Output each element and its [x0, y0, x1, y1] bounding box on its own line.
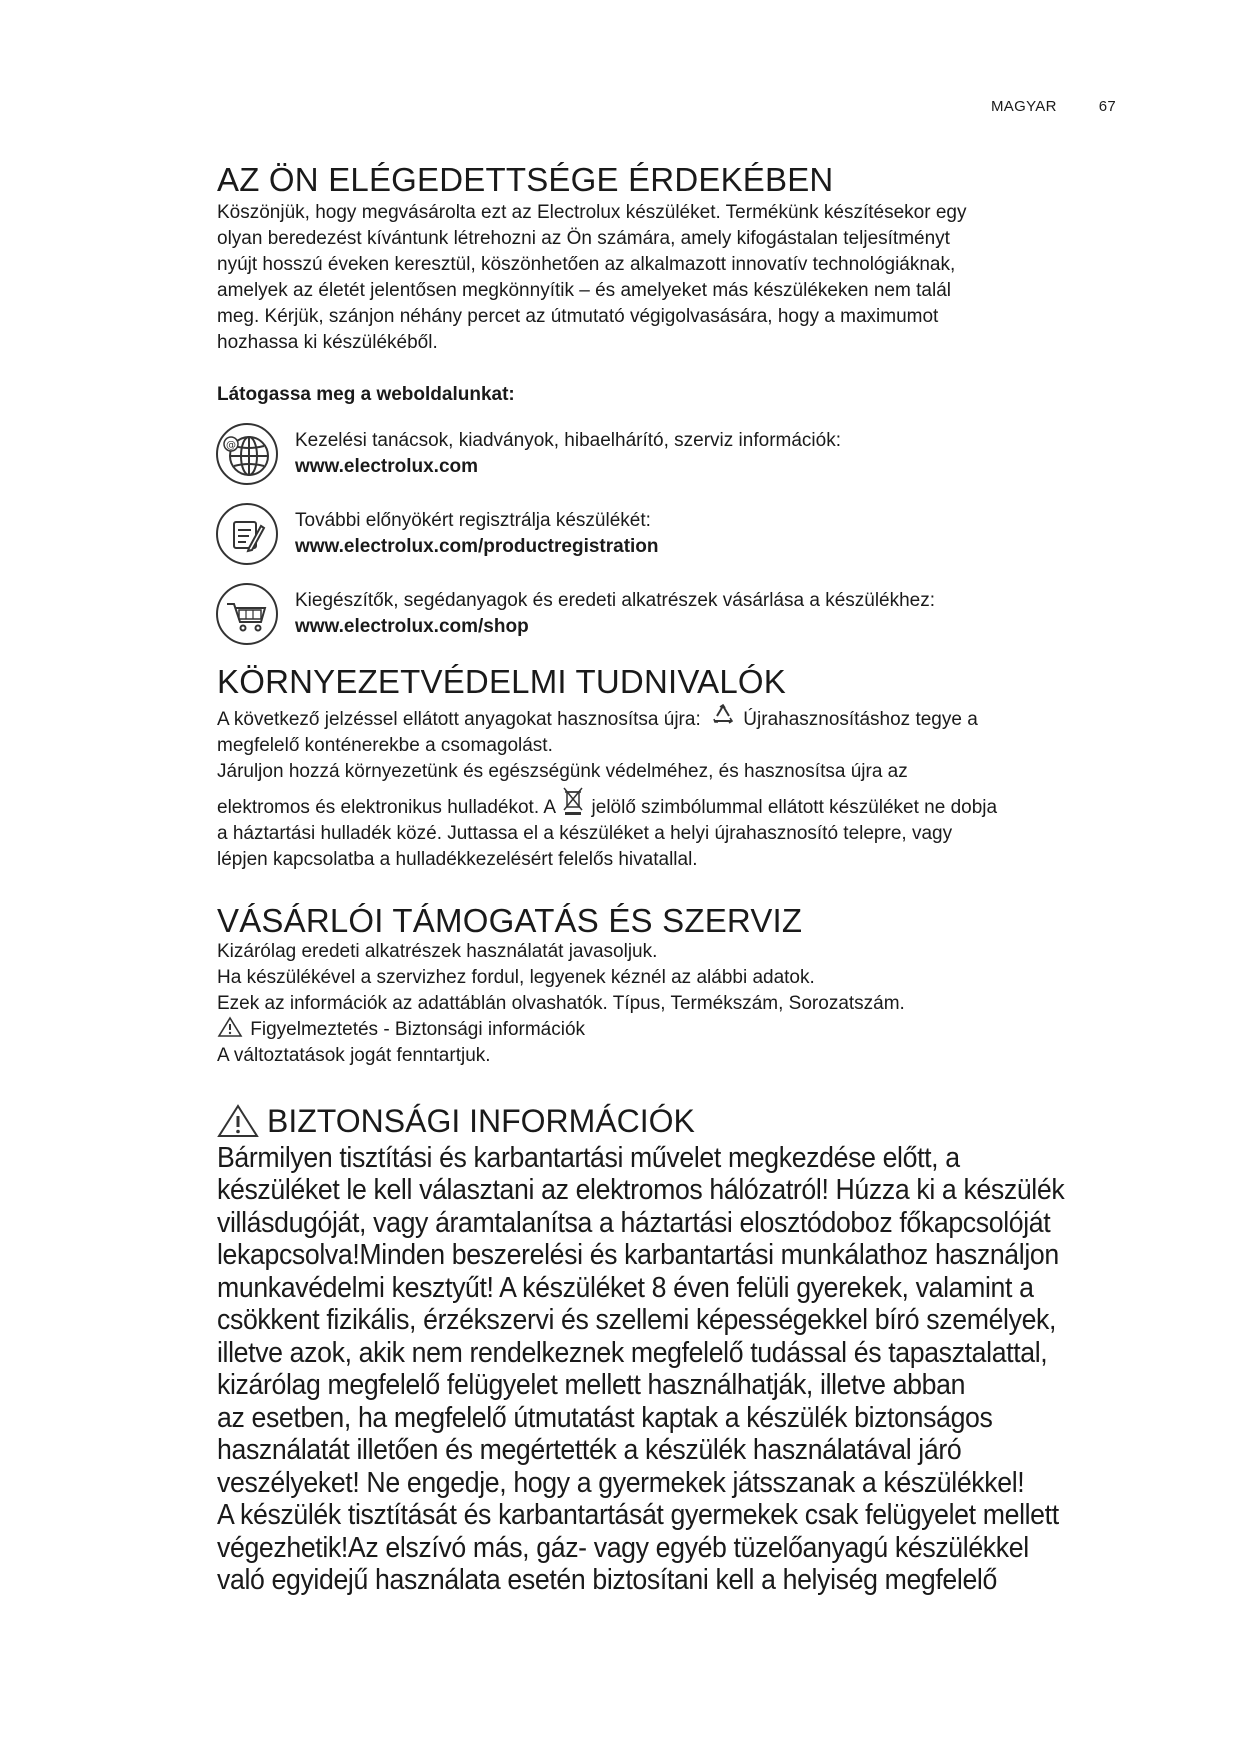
- intro-line: nyújt hosszú éveken keresztül, köszönhetően az alkalmazott innovatív technológiáknak,: [217, 254, 956, 276]
- satisfaction-title: AZ ÖN ELÉGEDETTSÉGE ÉRDEKÉBEN: [217, 161, 834, 198]
- shop-link[interactable]: www.electrolux.com/shop: [295, 616, 529, 638]
- language-label: MAGYAR: [991, 98, 1057, 115]
- safety-line: csökkent fizikális, érzékszervi és szellemi képességekkel bíró személyek,: [217, 1304, 1057, 1337]
- shopping-cart-icon: [215, 582, 279, 646]
- globe-icon: [215, 422, 279, 486]
- safety-line: A készülék tisztítását és karbantartását gyermekek csak felügyelet mellett: [217, 1499, 1059, 1532]
- safety-line: végezhetik!Az elszívó más, gáz- vagy egyéb tüzelőanyagú készülékkel: [217, 1531, 1029, 1564]
- support-section: [217, 903, 1117, 1069]
- link-row-registration: [217, 502, 1117, 566]
- environment-text-part: elektromos és elektronikus hulladékot. A: [217, 796, 555, 818]
- support-text: [217, 939, 1117, 1069]
- safety-line: munkavédelmi kesztyűt! A készüléket 8 éven felüli gyerekek, valamint a: [217, 1271, 1034, 1304]
- recycle-icon: [710, 703, 736, 729]
- page-number: 67: [1098, 98, 1116, 115]
- visit-website-title: Látogassa meg a weboldalunkat:: [217, 384, 515, 406]
- support-line: Kizárólag eredeti alkatrészek használatát javasoljuk.: [217, 940, 658, 962]
- website-link[interactable]: www.electrolux.com: [295, 456, 479, 478]
- safety-text: [217, 1142, 1119, 1597]
- environment-line: lépjen kapcsolatba a hulladékkezelésért felelős hivatallal.: [217, 848, 698, 870]
- safety-section: [217, 1103, 1117, 1597]
- safety-line: kizárólag megfelelő felügyelet mellett használhatják, illetve abban: [217, 1369, 966, 1402]
- environment-line: a háztartási hulladék közé. Juttassa el a készüléket a helyi újrahasznosító telepre, vagy: [217, 822, 953, 844]
- svg-text:@: @: [226, 440, 236, 452]
- intro-line: meg. Kérjük, szánjon néhány percet az útmutató végigolvasására, hogy a maximumot: [217, 306, 939, 328]
- safety-line: készüléket le kell választani az elektromos hálózatról! Húzza ki a készülék: [217, 1174, 1065, 1207]
- safety-line: veszélyeket! Ne engedje, hogy a gyermekek játsszanak a készülékkel!: [217, 1466, 1025, 1499]
- support-line: A változtatások jogát fenntartjuk.: [217, 1044, 491, 1066]
- safety-line: illetve azok, akik nem rendelkeznek megfelelő tudással és tapasztalattal,: [217, 1336, 1048, 1369]
- link-description: Kiegészítők, segédanyagok és eredeti alkatrészek vásárlása a készülékhez:: [295, 590, 936, 612]
- registration-form-icon: [215, 502, 279, 566]
- environment-section: [217, 664, 1117, 872]
- environment-text-part: A következő jelzéssel ellátott anyagokat hasznosítsa újra:: [217, 708, 701, 730]
- safety-title: BIZTONSÁGI INFORMÁCIÓK: [267, 1102, 695, 1139]
- environment-line: megfelelő konténerekbe a csomagolást.: [217, 734, 553, 756]
- satisfaction-intro: [217, 200, 1117, 356]
- link-description: További előnyökért regisztrálja készülékét:: [295, 510, 651, 532]
- environment-text-part: jelölő szimbólummal ellátott készüléket ne dobja: [591, 796, 998, 818]
- intro-line: olyan beredezést kívántunk létrehozni az Ön számára, amely kifogástalan teljesítményt: [217, 228, 950, 250]
- safety-line: használatát illetően és megértették a készülék használatával járó: [217, 1434, 962, 1467]
- link-description: Kezelési tanácsok, kiadványok, hibaelhárító, szerviz információk:: [295, 430, 841, 452]
- environment-title: KÖRNYEZETVÉDELMI TUDNIVALÓK: [217, 663, 786, 701]
- intro-line: amelyek az életét jelentősen megkönnyítik – és amelyeket más készülékeken nem talál: [217, 280, 951, 302]
- link-row-support: [217, 422, 1117, 486]
- warning-icon: [217, 1016, 243, 1038]
- registration-link[interactable]: www.electrolux.com/productregistration: [295, 536, 659, 558]
- link-row-shop: [217, 582, 1117, 646]
- support-line: Ha készülékével a szervizhez fordul, legyenek kéznél az alábbi adatok.: [217, 966, 815, 988]
- intro-line: hozhassa ki készülékéből.: [217, 332, 438, 354]
- safety-line: Bármilyen tisztítási és karbantartási művelet megkezdése előtt, a: [217, 1141, 960, 1174]
- crossed-bin-icon: [562, 786, 584, 816]
- warning-label: Figyelmeztetés - Biztonsági információk: [250, 1018, 586, 1040]
- environment-text-part: Újrahasznosításhoz tegye a: [743, 708, 978, 730]
- safety-line: villásdugóját, vagy áramtalanítsa a háztartási elosztódoboz főkapcsolóját: [217, 1206, 1051, 1239]
- page-header: [991, 98, 1116, 115]
- warning-icon: [217, 1104, 259, 1138]
- intro-line: Köszönjük, hogy megvásárolta ezt az Electrolux készüléket. Termékünk készítésekor egy: [217, 202, 967, 224]
- support-line: Ezek az információk az adattáblán olvashatók. Típus, Termékszám, Sorozatszám.: [217, 992, 905, 1014]
- environment-text: [217, 707, 1117, 873]
- safety-line: az esetben, ha megfelelő útmutatást kaptak a készülék biztonságos: [217, 1401, 993, 1434]
- page-content: [217, 162, 1117, 1597]
- support-title: VÁSÁRLÓI TÁMOGATÁS ÉS SZERVIZ: [217, 901, 803, 939]
- safety-line: való egyidejű használata esetén biztosítani kell a helyiség megfelelő: [217, 1564, 997, 1597]
- satisfaction-section: [217, 162, 1117, 646]
- environment-line: Járuljon hozzá környezetünk és egészségünk védelméhez, és hasznosítsa újra az: [217, 760, 908, 782]
- safety-line: lekapcsolva!Minden beszerelési és karbantartási munkálathoz használjon: [217, 1239, 1059, 1272]
